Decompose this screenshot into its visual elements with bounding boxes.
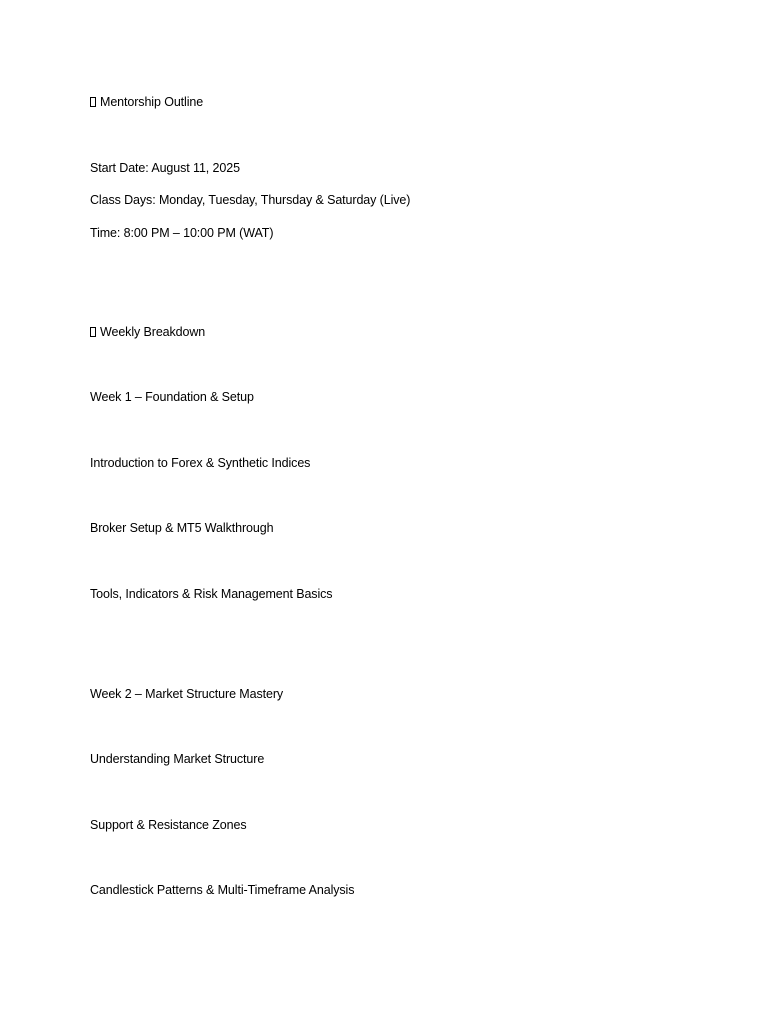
week-1-item: Introduction to Forex & Synthetic Indices: [90, 456, 311, 470]
class-days: Class Days: Monday, Tuesday, Thursday & Saturday (Live): [90, 193, 411, 207]
week-2-title: Week 2 – Market Structure Mastery: [90, 687, 284, 701]
missing-glyph-icon: [90, 97, 96, 107]
breakdown-heading-text: Weekly Breakdown: [100, 325, 206, 339]
week-1-item: Broker Setup & MT5 Walkthrough: [90, 521, 274, 535]
outline-heading-text: Mentorship Outline: [100, 95, 204, 109]
breakdown-heading: [90, 324, 205, 340]
week-2-item: Candlestick Patterns & Multi-Timeframe Analysis: [90, 883, 355, 897]
week-1-item: Tools, Indicators & Risk Management Basics: [90, 587, 333, 601]
start-date: Start Date: August 11, 2025: [90, 161, 240, 175]
missing-glyph-icon: [90, 327, 96, 337]
week-2-item: Understanding Market Structure: [90, 752, 265, 766]
week-2-item: Support & Resistance Zones: [90, 818, 247, 832]
outline-heading: [90, 94, 203, 110]
week-1-title: Week 1 – Foundation & Setup: [90, 390, 254, 404]
class-time: Time: 8:00 PM – 10:00 PM (WAT): [90, 226, 274, 240]
